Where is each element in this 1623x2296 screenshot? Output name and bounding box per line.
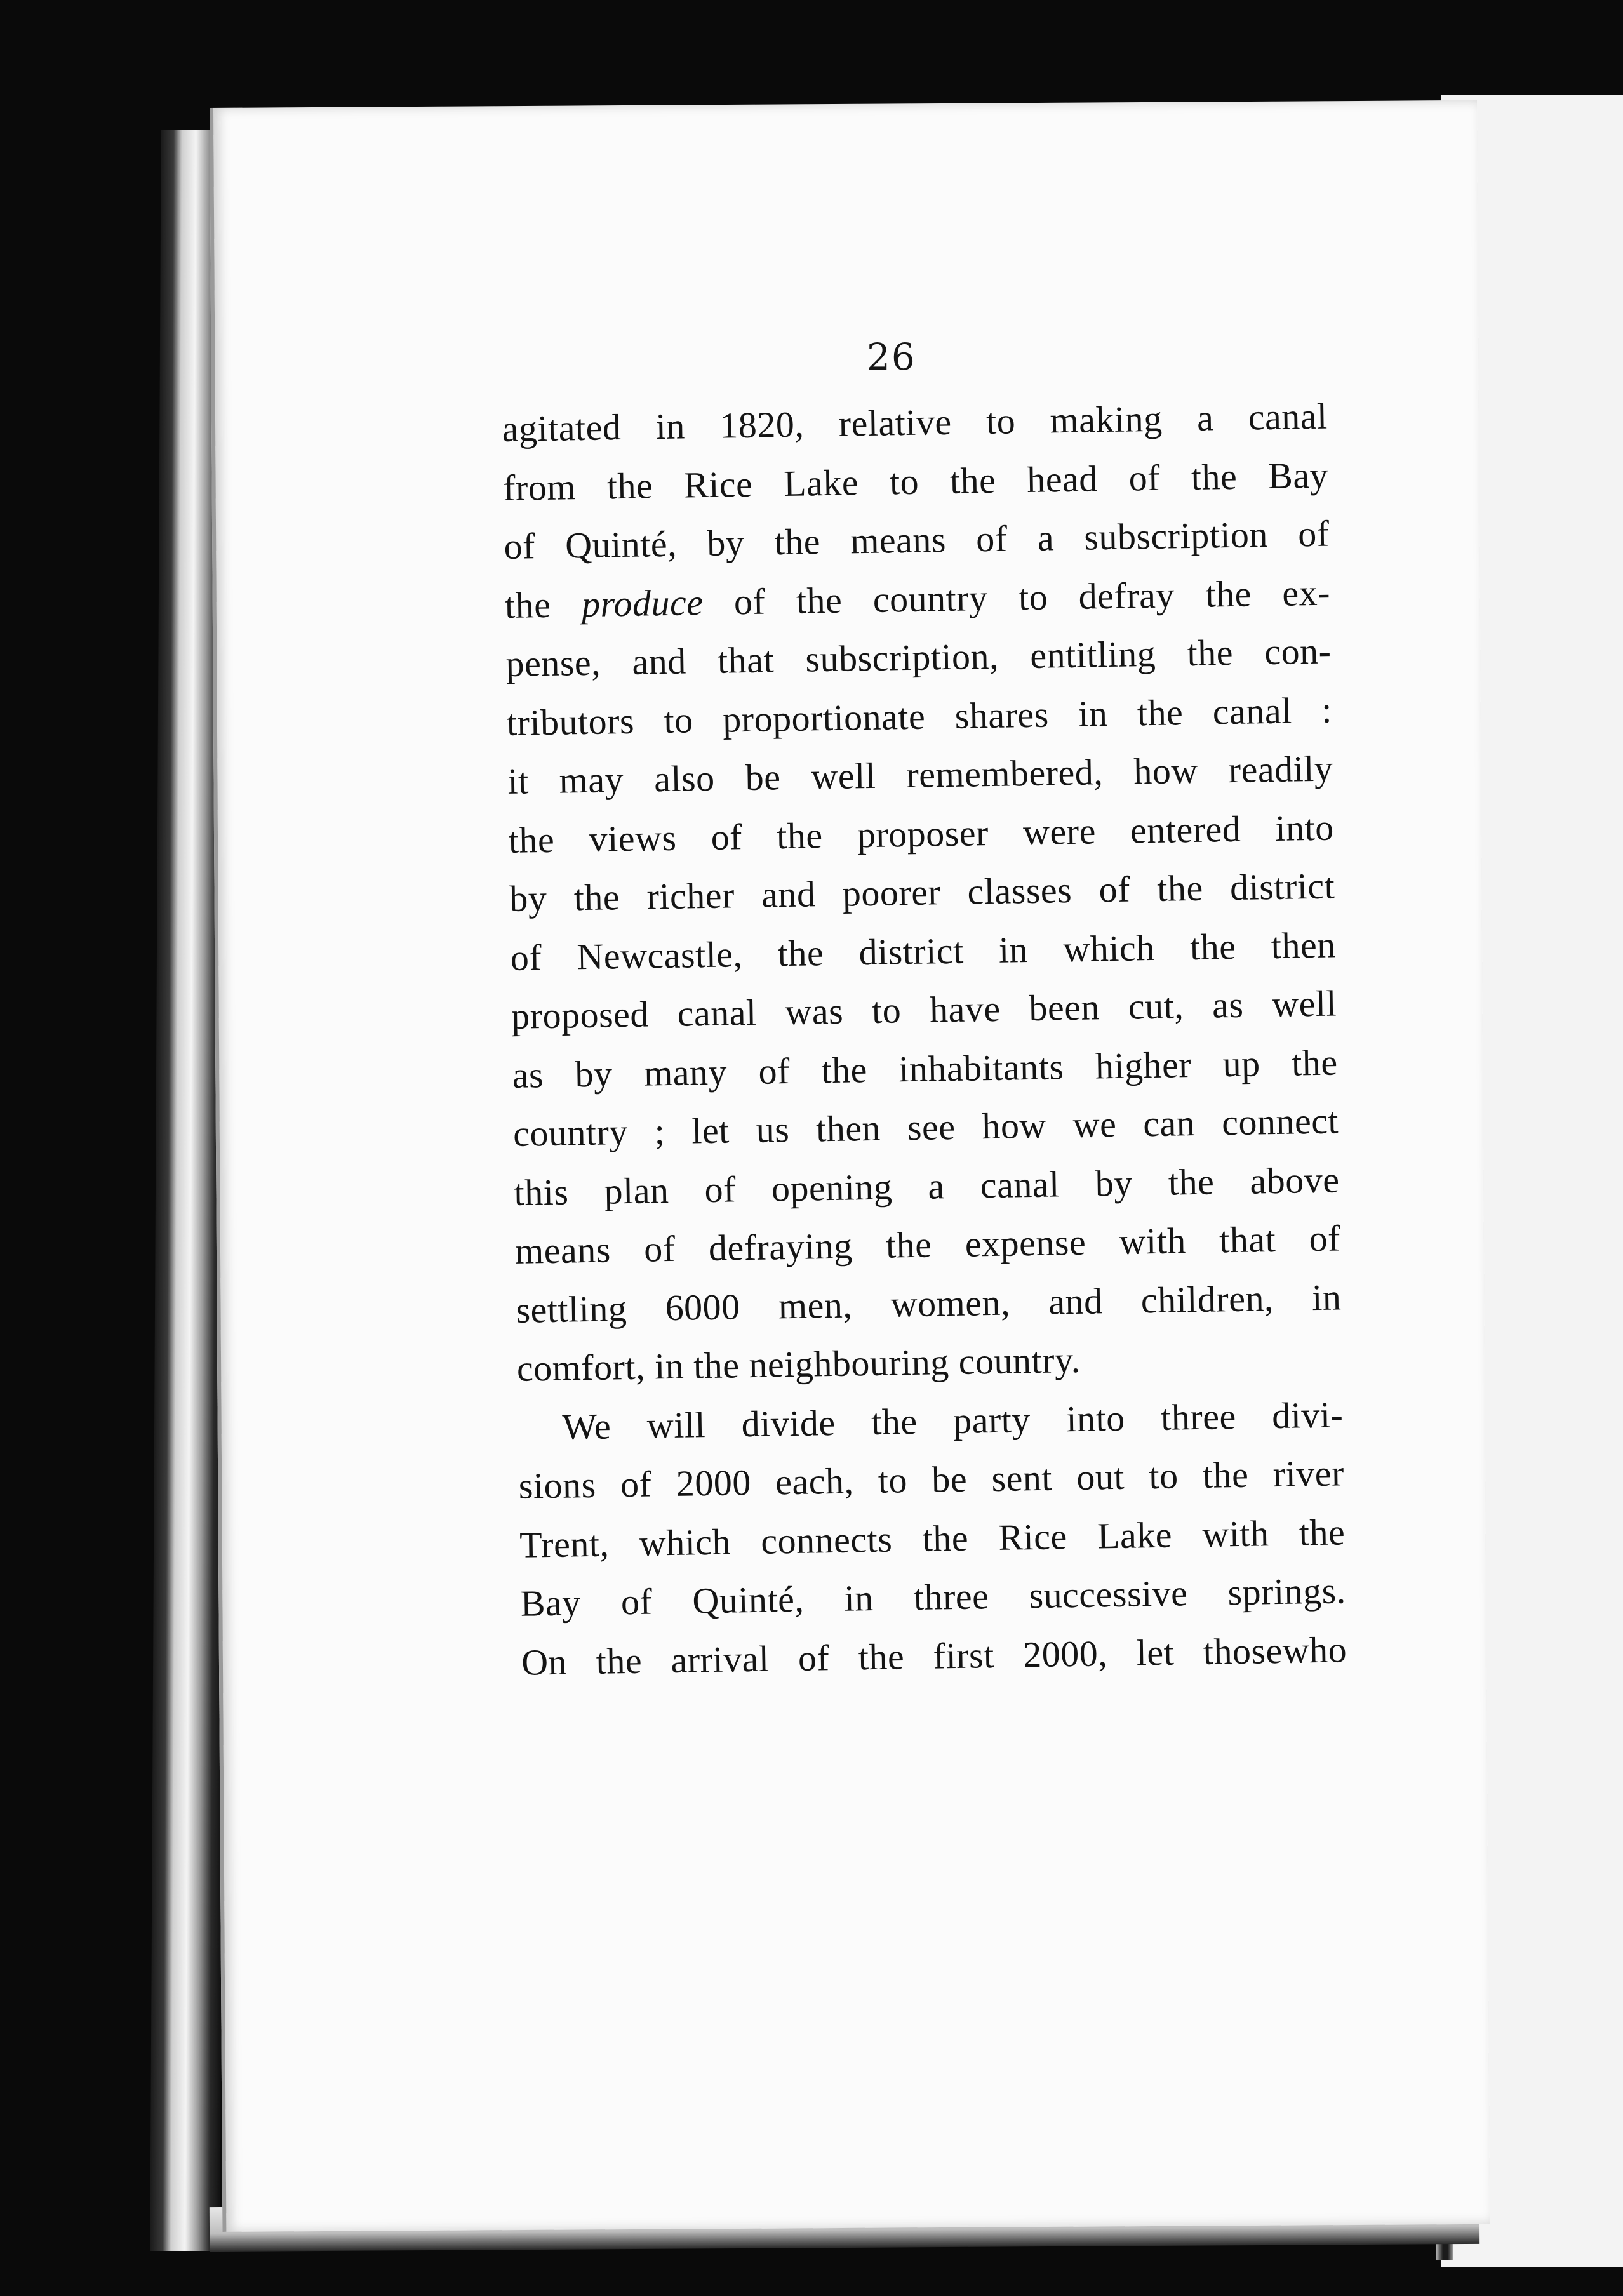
text-line-with-italic: the produce of the country to defray the ex-	[504, 571, 1331, 626]
text-line: country ; let us then see how we can connect	[512, 1100, 1339, 1154]
text-line: Trent, which connects the Rice Lake with the	[519, 1511, 1346, 1566]
page-number: 26	[867, 335, 916, 378]
text-line: agitated in 1820, relative to making a canal	[502, 395, 1328, 450]
text-line: proposed canal was to have been cut, as well	[511, 982, 1337, 1037]
text-line: On the arrival of the first 2000, let thosewho	[521, 1628, 1347, 1683]
text-line: means of defraying the expense with that of	[514, 1217, 1341, 1272]
text-line: comfort, in the neighbouring country.	[516, 1338, 1081, 1389]
text-line: from the Rice Lake to the head of the Bay	[502, 454, 1329, 509]
text-line: by the richer and poorer classes of the district	[509, 865, 1335, 919]
italic-word: produce	[581, 581, 704, 625]
text-line: this plan of opening a canal by the above	[514, 1158, 1340, 1213]
text-line: tributors to proportionate shares in the canal :	[506, 689, 1333, 744]
text-line: of Newcastle, the district in which the then	[510, 923, 1337, 978]
text-line: of Quinté, by the means of a subscription of	[504, 512, 1330, 567]
text-line: as by many of the inhabitants higher up the	[512, 1041, 1339, 1096]
text-line: the views of the proposer were entered into	[508, 806, 1335, 861]
text-line: Bay of Quinté, in three successive springs.	[520, 1570, 1347, 1624]
text-line: pense, and that subscription, entitling the con-	[505, 630, 1332, 684]
text-line: settling 6000 men, women, and children, in	[515, 1276, 1342, 1331]
body-text	[502, 387, 1347, 1692]
text-line: it may also be well remembered, how readily	[507, 747, 1333, 802]
text-line: We will divide the party into three divi-	[561, 1393, 1344, 1448]
text-line: sions of 2000 each, to be sent out to the river	[518, 1452, 1345, 1507]
